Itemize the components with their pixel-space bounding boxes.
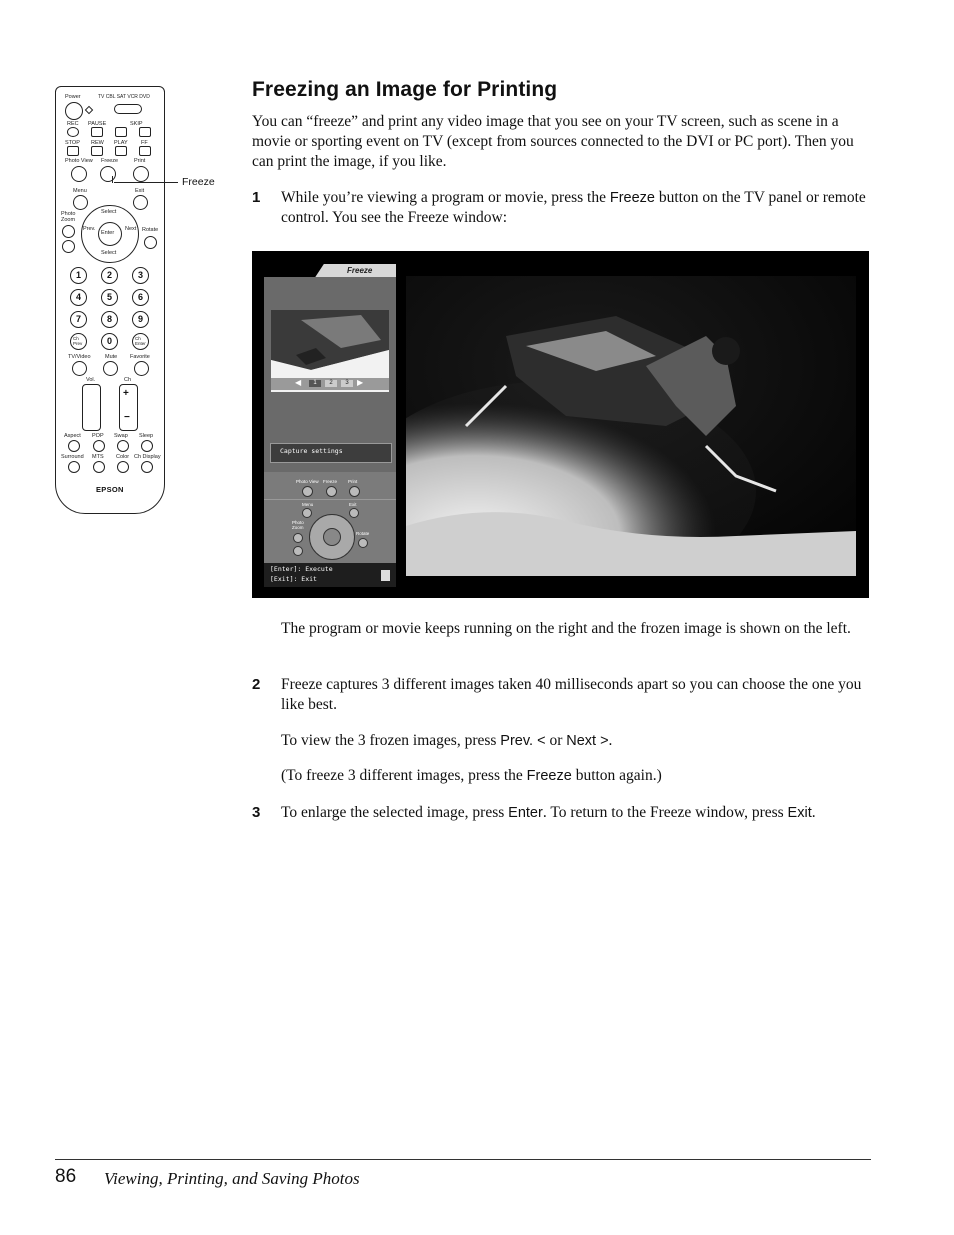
color-label: Color: [116, 454, 130, 460]
source-labels: TV CBL SAT VCR DVD: [98, 94, 150, 100]
freeze-side-panel: [264, 277, 396, 587]
epson-logo: EPSON: [96, 485, 124, 494]
intro-paragraph: You can “freeze” and print any video image that you see on your TV screen, such as scene in a movie or sporting event on TV (except from sources connected to the DVI or PC port). Then you can print the image, if you like.: [252, 113, 854, 170]
mini-photo-zoom-label: Photo Zoom: [292, 520, 304, 530]
mini-exit-button: [349, 508, 359, 518]
channel-down-icon: −: [124, 412, 130, 423]
rec-label: REC: [67, 121, 79, 127]
step-2-text: Freeze captures 3 different images taken 40 milliseconds apart so you can choose the one you like best.: [281, 676, 862, 713]
num-3-button-drawing: 3: [132, 267, 149, 284]
skip-forward-icon: [139, 127, 151, 137]
num-7-button-drawing: 7: [70, 311, 87, 328]
footer-rule: [55, 1159, 871, 1160]
channel-up-icon: +: [123, 388, 129, 399]
aspect-button-drawing: [68, 440, 80, 452]
mute-button-drawing: [103, 361, 118, 376]
ch-display-label: Ch Display: [134, 454, 161, 460]
freeze-button-drawing: [100, 166, 116, 182]
num-2-button-drawing: 2: [101, 267, 118, 284]
tv-video-label: TV/Video: [68, 354, 91, 360]
mini-photo-view-button: [302, 486, 313, 497]
select-top-label: Select: [101, 209, 117, 215]
exit-label: Exit: [135, 188, 145, 194]
volume-rocker-drawing: [82, 384, 101, 431]
thumb-3: 3: [341, 380, 353, 387]
source-slider-drawing: [114, 104, 142, 114]
enter-label: Enter: [101, 230, 115, 236]
surround-label: Surround: [61, 454, 84, 460]
favorite-label: Favorite: [130, 354, 150, 360]
play-icon: [115, 146, 127, 156]
zoom-out-drawing: [62, 240, 75, 253]
sleep-label: Sleep: [139, 433, 154, 439]
capture-settings-label: Capture settings: [280, 447, 343, 455]
photo-zoom-label: Photo Zoom: [61, 211, 76, 223]
mute-label: Mute: [105, 354, 118, 360]
num-6-button-drawing: 6: [132, 289, 149, 306]
mini-menu-label: Menu: [302, 502, 314, 507]
step-1-number: 1: [252, 189, 261, 206]
favorite-button-drawing: [134, 361, 149, 376]
mini-print-button: [349, 486, 360, 497]
mini-rotate-label: Rotate: [356, 531, 370, 536]
ff-label: FF: [141, 140, 148, 146]
thumb-prev-icon: ◀: [295, 378, 302, 387]
print-label: Print: [134, 158, 146, 164]
after-image-paragraph: The program or movie keeps running on the right and the frozen image is shown on the left.: [281, 620, 851, 637]
stop-icon: [67, 146, 79, 156]
menu-label: Menu: [73, 188, 87, 194]
next-label: Next: [125, 226, 137, 232]
remote-control-illustration: [55, 86, 165, 514]
prev-label: Prev.: [83, 226, 96, 232]
footer-section-title: Viewing, Printing, and Saving Photos: [104, 1169, 360, 1188]
mts-label: MTS: [92, 454, 104, 460]
ch-prev-label: Ch Prev: [73, 336, 83, 346]
mini-photo-view-label: Photo View: [296, 479, 319, 484]
num-1-button-drawing: 1: [70, 267, 87, 284]
freeze-callout-label: Freeze: [182, 176, 215, 188]
ff-icon: [139, 146, 151, 156]
pop-button-drawing: [93, 440, 105, 452]
mini-menu-button: [302, 508, 312, 518]
ch-display-button-drawing: [141, 461, 153, 473]
step-1-text: While you’re viewing a program or movie, press the Freeze button on the TV panel or remote control. You see the Freeze window:: [281, 189, 866, 226]
surround-button-drawing: [68, 461, 80, 473]
ch-enter-label: Ch Enter: [135, 336, 146, 346]
page-number: 86: [55, 1166, 77, 1187]
vol-label: Vol.: [86, 377, 96, 383]
step-3-text: To enlarge the selected image, press Enter. To return to the Freeze window, press Exit.: [281, 804, 816, 821]
print-button-drawing: [133, 166, 149, 182]
mini-enter-button: [323, 528, 341, 546]
select-bottom-label: Select: [101, 250, 117, 256]
zoom-in-drawing: [62, 225, 75, 238]
num-9-button-drawing: 9: [132, 311, 149, 328]
live-video-image: [406, 276, 856, 576]
mini-zoom-in: [293, 533, 303, 543]
rotate-button-drawing: [144, 236, 157, 249]
skip-label: SKIP: [130, 121, 143, 127]
step-2-number: 2: [252, 676, 261, 693]
sleep-button-drawing: [141, 440, 153, 452]
hint-enter: [Enter]: Execute: [270, 565, 333, 573]
hint-exit: [Exit]: Exit: [270, 575, 317, 583]
mini-rotate-button: [358, 538, 368, 548]
photo-view-label: Photo View: [65, 158, 93, 164]
mini-print-label: Print: [348, 479, 358, 484]
mini-divider: [264, 499, 396, 500]
thumb-next-icon: ▶: [357, 378, 364, 387]
tv-video-button-drawing: [72, 361, 87, 376]
thumb-1: 1: [309, 380, 321, 387]
num-0-button-drawing: 0: [101, 333, 118, 350]
photo-view-button-drawing: [71, 166, 87, 182]
play-label: PLAY: [114, 140, 128, 146]
mini-exit-label: Exit: [349, 502, 357, 507]
freeze-callout-tick: [112, 176, 113, 183]
num-5-button-drawing: 5: [101, 289, 118, 306]
power-label: Power: [65, 94, 81, 100]
mts-button-drawing: [93, 461, 105, 473]
view-frozen-instruction: To view the 3 frozen images, press Prev. < or Next >.: [281, 732, 613, 749]
step-3-number: 3: [252, 804, 261, 821]
power-button-drawing: [65, 102, 83, 120]
hint-icon: [381, 570, 390, 581]
swap-label: Swap: [114, 433, 128, 439]
thumb-2: 2: [325, 380, 337, 387]
num-4-button-drawing: 4: [70, 289, 87, 306]
pause-label: PAUSE: [88, 121, 107, 127]
power-indicator-icon: [85, 106, 93, 114]
page-heading: Freezing an Image for Printing: [252, 78, 558, 101]
mini-freeze-button: [326, 486, 337, 497]
stop-label: STOP: [65, 140, 80, 146]
freeze-again-instruction: (To freeze 3 different images, press the Freeze button again.): [281, 767, 662, 784]
num-8-button-drawing: 8: [101, 311, 118, 328]
swap-button-drawing: [117, 440, 129, 452]
pop-label: POP: [92, 433, 104, 439]
freeze-callout-line: [114, 182, 178, 183]
freeze-tab-label: Freeze: [347, 266, 373, 275]
skip-back-icon: [115, 127, 127, 137]
menu-button-drawing: [73, 195, 88, 210]
color-button-drawing: [117, 461, 129, 473]
aspect-label: Aspect: [64, 433, 81, 439]
freeze-label: Freeze: [101, 158, 119, 164]
pause-icon: [91, 127, 103, 137]
rew-label: REW: [91, 140, 104, 146]
mini-zoom-out: [293, 546, 303, 556]
rew-icon: [91, 146, 103, 156]
mini-freeze-label: Freeze: [323, 479, 338, 484]
rotate-label: Rotate: [142, 227, 159, 233]
rec-icon: [67, 127, 79, 137]
freeze-window-screenshot: [252, 251, 869, 598]
ch-label: Ch: [124, 377, 132, 383]
exit-button-drawing: [133, 195, 148, 210]
